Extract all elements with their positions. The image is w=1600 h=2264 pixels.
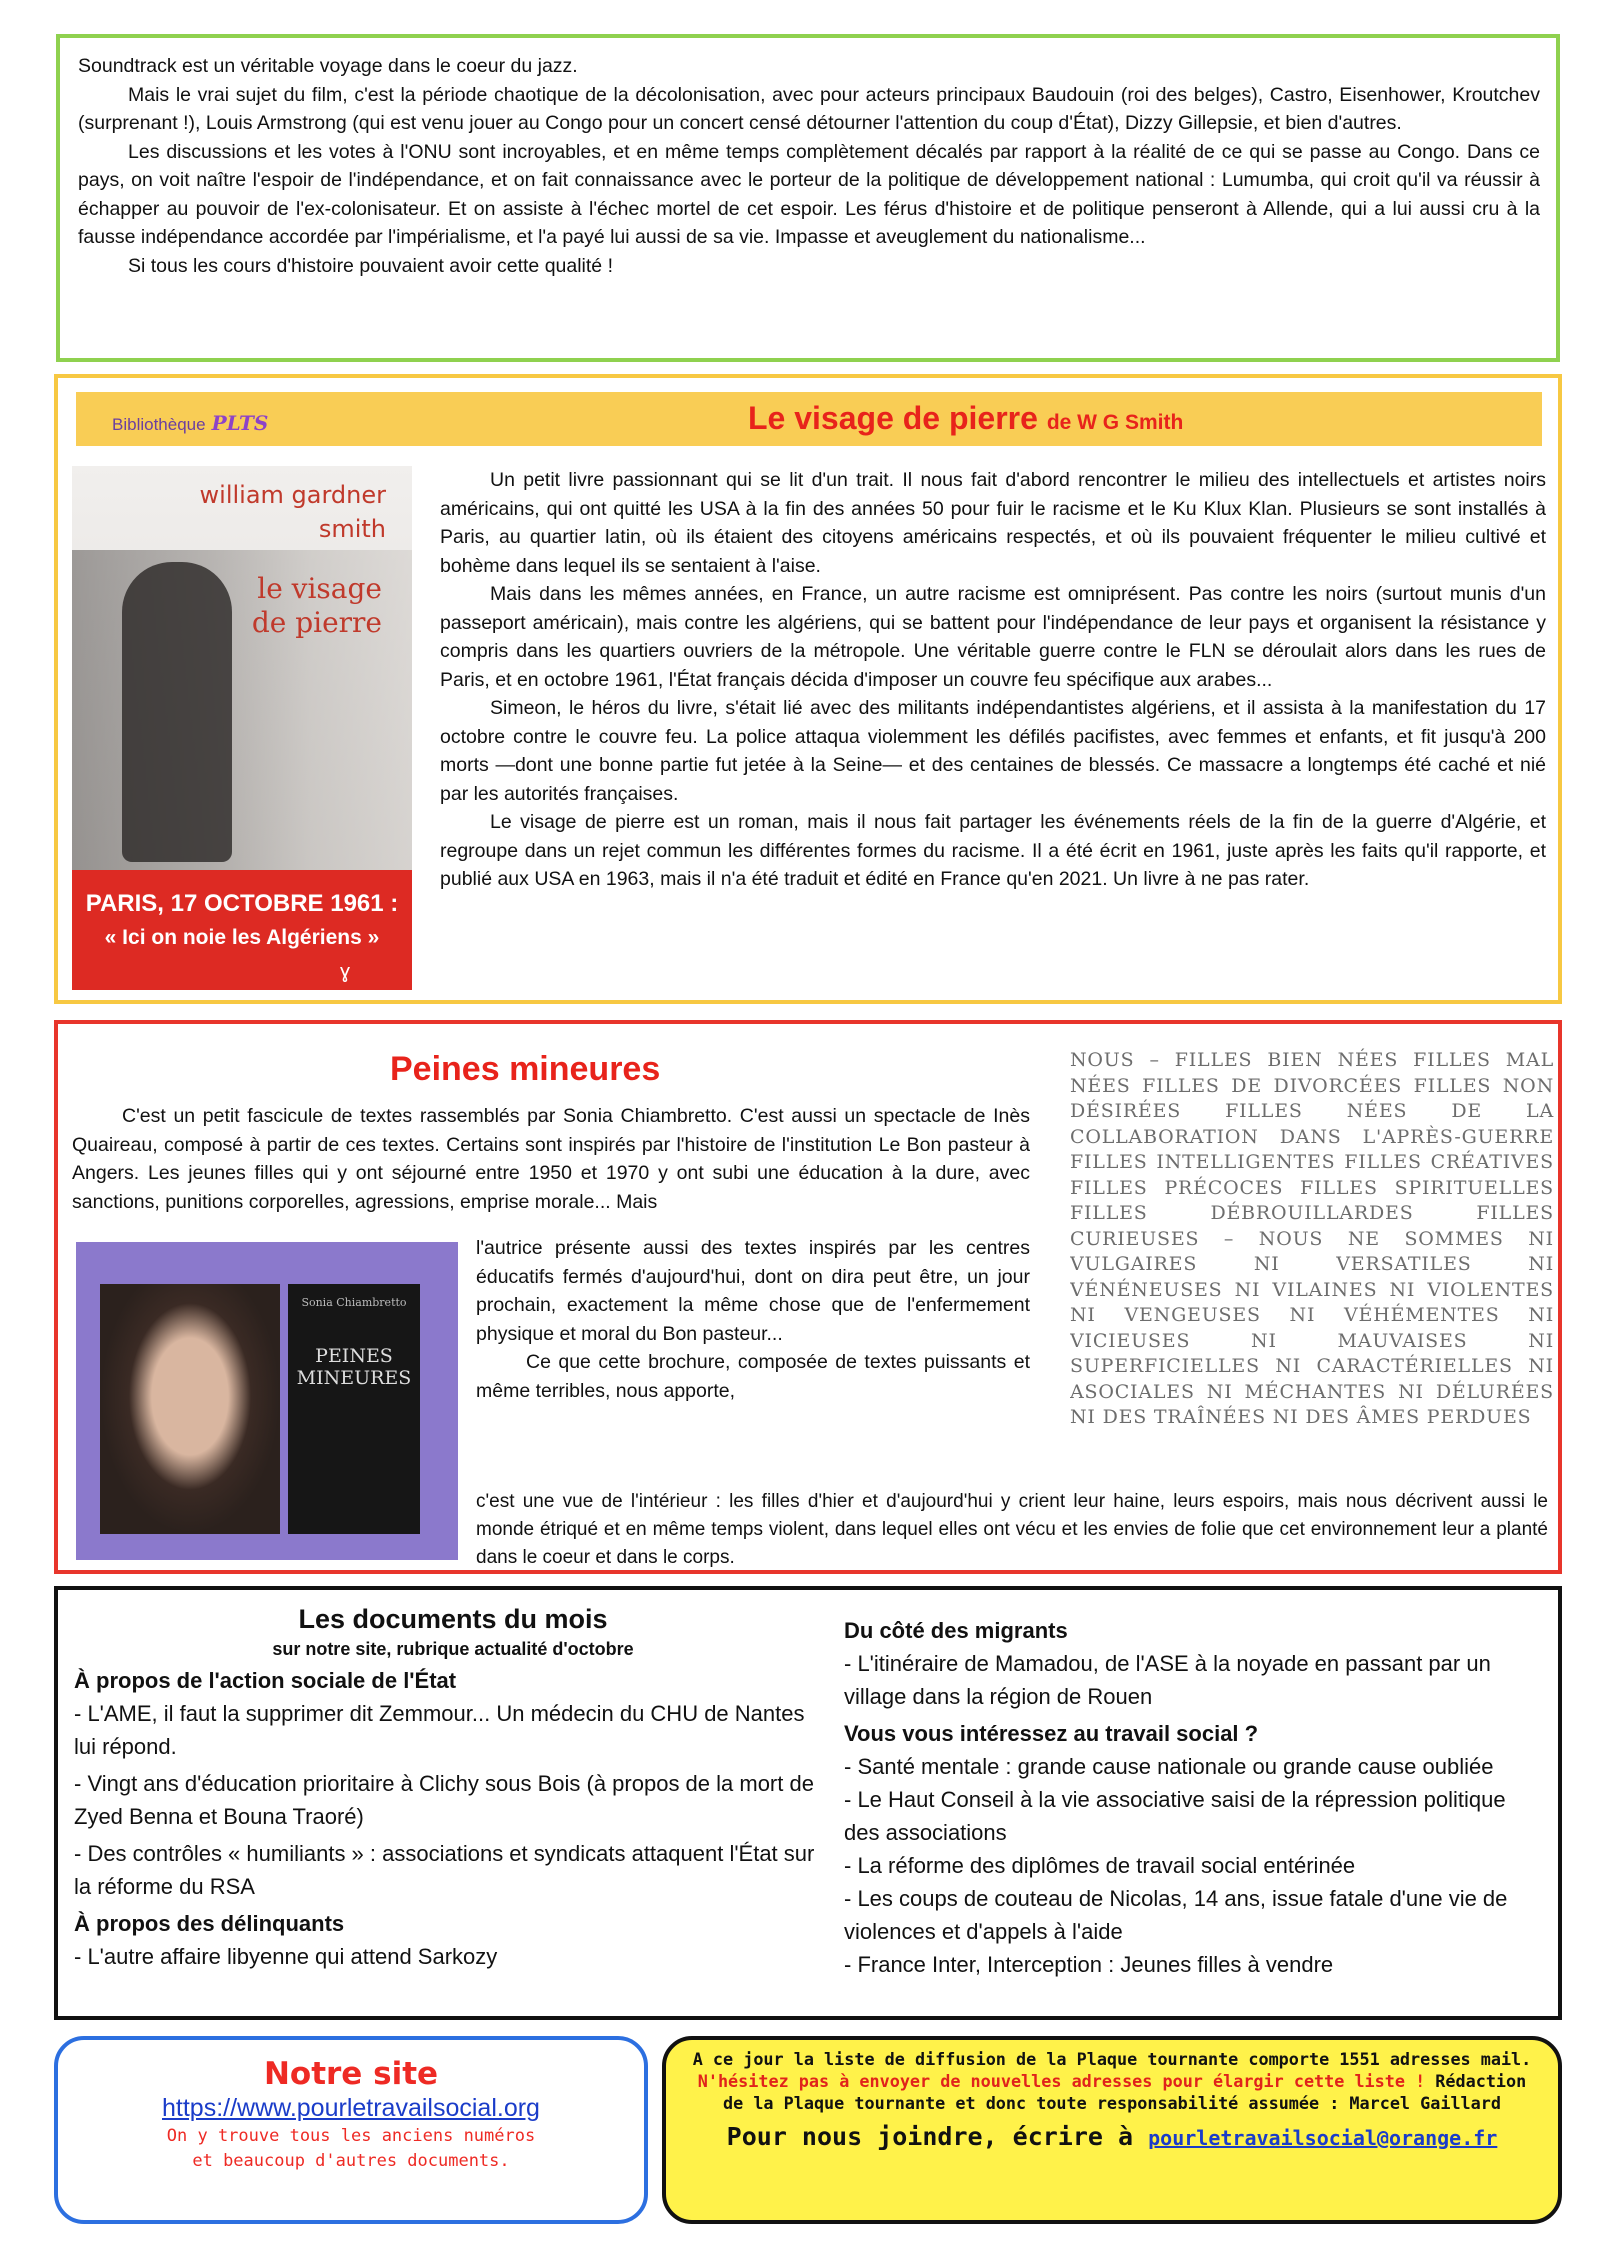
document-link[interactable]: - Santé mentale : grande cause nationale ou grande cause oubliée <box>844 1754 1494 1779</box>
author-and-book-image <box>76 1242 458 1560</box>
poem-excerpt: NOUS – FILLES BIEN NÉES FILLES MAL NÉES FILLES DE DIVORCÉES FILLES NON DÉSIRÉES FILLES NÉES DE LA COLLABORATION DANS L'APRÈS-GUERRE FILLES INTELLIGENTES FILLES CRÉATIVES FILLES PRÉCOCES FILLES SPIRITUELLES FILLES DÉBROUILLARDES FILLES CURIEUSES – NOUS NE SOMMES NI VULGAIRES NI VERSATILES NI VÉNÉNEUSES NI VILAINES NI VIOLENTES NI VENGEUSES NI VÉHÉMENTES NI VICIEUSES NI MAUVAISES NI SUPERFICIELLES NI CARACTÉRIELLES NI ASOCIALES NI MÉCHANTES NI DÉLURÉES NI DES TRAÎNÉES NI DES ÂMES PERDUES <box>1070 1049 1554 1428</box>
peines-mineures-box <box>54 1020 1562 1574</box>
review-paragraph: Le visage de pierre est un roman, mais il nous fait partager les événements réels de la fin de la guerre d'Algérie, et regroupe dans un rejet commun les différentes formes du racisme. Il a été écrit en 1961, juste après les faits qu'il rapporte, et publié aux USA en 1963, mais il n'a été traduit et édité en France qu'en 2021. Un livre à ne pas rater. <box>440 811 1546 890</box>
review-paragraph: Simeon, le héros du livre, s'était lié avec des militants indépendantistes algériens, et il assista à la manifestation du 17 octobre contre le couvre feu. La police attaqua violemment les défilés pacifistes, avec femmes et enfants, et fit jusqu'à 200 morts —dont une bonne partie fut jetée à la Seine— et des centaines de blessés. Ce massacre a longtemps été caché et nié par les autorités françaises. <box>440 697 1546 805</box>
article-text-column <box>476 1234 1030 1486</box>
book-cover-title: PEINES MINEURES <box>296 1345 412 1389</box>
documents-right-column <box>844 1612 1544 1981</box>
contact-email-link[interactable]: pourletravailsocial@orange.fr <box>1148 2126 1498 2150</box>
intro-paragraph: Si tous les cours d'histoire pouvaient avoir cette qualité ! <box>128 254 613 277</box>
contact-text: A ce jour la liste de diffusion de la Plaque tournante comporte 1551 adresses mail. N'hésitez pas à envoyer de nouvelles adresses pour élargir cette liste ! Rédaction de la Plaque tournante et donc toute responsabilité assumée : Marcel Gaillard <box>692 2049 1532 2113</box>
article-paragraph: Ce que cette brochure, composée de textes puissants et même terribles, nous apporte, <box>476 1351 1030 1402</box>
cover-band <box>72 870 412 990</box>
book-cover <box>72 466 412 990</box>
article-paragraph: C'est un petit fascicule de textes rassemblés par Sonia Chiambretto. C'est aussi un spectacle de Inès Quaireau, composé à partir de ces textes. Certains sont inspirés par l'histoire de l'institution Le Bon pasteur à Angers. Les jeunes filles qui y ont séjourné entre 1950 et 1970 y ont subi une éducation à la dure, avec sanctions, punitions corporelles, agressions, emprise morale... Mais <box>72 1105 1030 1213</box>
site-title: Notre site <box>263 2056 439 2092</box>
publisher-logo-icon: ɣ <box>339 961 350 983</box>
contact-box <box>662 2036 1562 2224</box>
site-box <box>54 2036 648 2224</box>
documents-subtitle: sur notre site, rubrique actualité d'octobre <box>272 1639 634 1659</box>
cover-author: william gardner smith <box>199 481 386 543</box>
intro-paragraph: Soundtrack est un véritable voyage dans le coeur du jazz. <box>78 55 578 77</box>
site-link[interactable]: https://www.pourletravailsocial.org <box>162 2094 540 2122</box>
document-link[interactable]: - L'itinéraire de Mamadou, de l'ASE à la noyade en passant par un village dans la région de Rouen <box>844 1651 1491 1709</box>
cover-band-line2: « Ici on noie les Algériens » <box>104 926 380 949</box>
library-label: Bibliothèque PLTS <box>112 411 269 435</box>
plts-logo: PLTS <box>211 411 269 435</box>
document-link[interactable]: - Les coups de couteau de Nicolas, 14 ans, issue fatale d'une vie de violences et d'appels à l'aide <box>844 1886 1508 1944</box>
documents-heading: À propos de l'action sociale de l'État <box>74 1668 457 1693</box>
documents-heading: À propos des délinquants <box>74 1911 345 1936</box>
review-paragraph: Mais dans les mêmes années, en France, un autre racisme est omniprésent. Pas contre les noirs (surtout munis d'un passeport américain), mais contre les algériens, qui se battent pour l'indépendance de leur pays et organisent la résistance y compris dans les quartiers ouvriers de la métropole. Une véritable guerre contre le FLN se déroulait alors dans les rues de Paris, et en octobre 1961, l'État français décida d'imposer un couvre feu spécifique aux arabes... <box>440 583 1546 691</box>
cover-figure <box>122 562 232 862</box>
document-link[interactable]: - Le Haut Conseil à la vie associative saisi de la répression politique des associations <box>844 1787 1506 1845</box>
intro-box <box>56 34 1560 362</box>
article-paragraph: c'est une vue de l'intérieur : les filles d'hier et d'aujourd'hui y crient leur haine, leurs espoirs, mais nous décrivent aussi le monde étriqué et en même temps violent, dans lequel elles ont vécu et les envies de folie que cet environnement leur a planté dans le coeur et dans le corps. <box>476 1491 1548 1568</box>
review-paragraph: Un petit livre passionnant qui se lit d'un trait. Il nous fait d'abord rencontrer le milieu des intellectuels et artistes noirs américains, qui ont quitté les USA à la fin des années 50 pour fuir le racisme et le Ku Klux Klan. Plusieurs se sont installés à Paris, au quartier latin, où ils étaient des citoyens américains respectés, et où ils pouvaient fréquenter le milieu cultivé et bohème dans lequel ils se sentaient à l'aise. <box>440 469 1546 577</box>
documents-heading: Vous vous intéressez au travail social ? <box>844 1721 1259 1746</box>
document-link[interactable]: - L'AME, il faut la supprimer dit Zemmour... Un médecin du CHU de Nantes lui répond. <box>74 1701 805 1759</box>
document-link[interactable]: - Vingt ans d'éducation prioritaire à Clichy sous Bois (à propos de la mort de Zyed Benna et Bouna Traoré) <box>74 1771 814 1829</box>
site-note: et beaucoup d'autres documents. <box>192 2151 510 2171</box>
intro-paragraph: Mais le vrai sujet du film, c'est la période chaotique de la décolonisation, avec pour acteurs principaux Baudouin (roi des belges), Castro, Eisenhower, Kroutchev (surprenant !), Louis Armstrong (qui est venu jouer au Congo pour un concert censé détourner l'attention du coup d'État), Dizzy Gillepsie, et bien d'autres. <box>78 83 1540 134</box>
review-text <box>440 466 1546 894</box>
review-title: Le visage de pierre de W G Smith <box>748 400 1184 436</box>
documents-box <box>54 1586 1562 2020</box>
documents-left-column <box>74 1602 832 1977</box>
author-portrait <box>100 1284 280 1534</box>
book-cover <box>288 1284 420 1534</box>
document-link[interactable]: - France Inter, Interception : Jeunes filles à vendre <box>844 1952 1334 1977</box>
document-link[interactable]: - L'autre affaire libyenne qui attend Sarkozy <box>74 1944 498 1969</box>
contact-cta: Pour nous joindre, écrire à pourletravailsocial@orange.fr <box>726 2122 1498 2151</box>
intro-paragraph: Les discussions et les votes à l'ONU sont incroyables, et en même temps complètement décalés par rapport à la réalité de ce qui se passe au Congo. Dans ce pays, on voit naître l'espoir de l'indépendance, et on fait connaissance avec le porteur de la politique de développement national : Lumumba, qui croit qu'il va réussir à échapper au pouvoir de l'ex-colonisateur. Et on assiste à l'échec mortel de cet espoir. Les férus d'histoire et de politique penseront à Allende, qui a lui aussi cru à la fausse indépendance accordée par l'impérialisme, et l'a payé lui aussi de sa vie. Impasse et aveuglement du nationalisme... <box>78 140 1540 248</box>
cover-band-line1: PARIS, 17 OCTOBRE 1961 : <box>85 890 399 917</box>
book-cover-author: Sonia Chiambretto <box>301 1296 407 1309</box>
document-link[interactable]: - Des contrôles « humiliants » : associations et syndicats attaquent l'État sur la réforme du RSA <box>74 1841 815 1899</box>
review-banner <box>76 392 1542 446</box>
documents-heading: Du côté des migrants <box>844 1618 1068 1643</box>
book-review-box <box>54 374 1562 1004</box>
documents-title: Les documents du mois <box>298 1604 608 1634</box>
cover-title: le visage de pierre <box>251 572 382 639</box>
article-paragraph: l'autrice présente aussi des textes inspirés par les centres éducatifs fermés d'aujourd'hui, dont on dira peut être, un jour prochain, exactement la même chose que de l'enfermement physique et moral du Bon pasteur... <box>476 1237 1030 1345</box>
site-note: On y trouve tous les anciens numéros <box>166 2126 536 2146</box>
section-title: Peines mineures <box>390 1050 661 1088</box>
document-link[interactable]: - La réforme des diplômes de travail social entérinée <box>844 1853 1356 1878</box>
